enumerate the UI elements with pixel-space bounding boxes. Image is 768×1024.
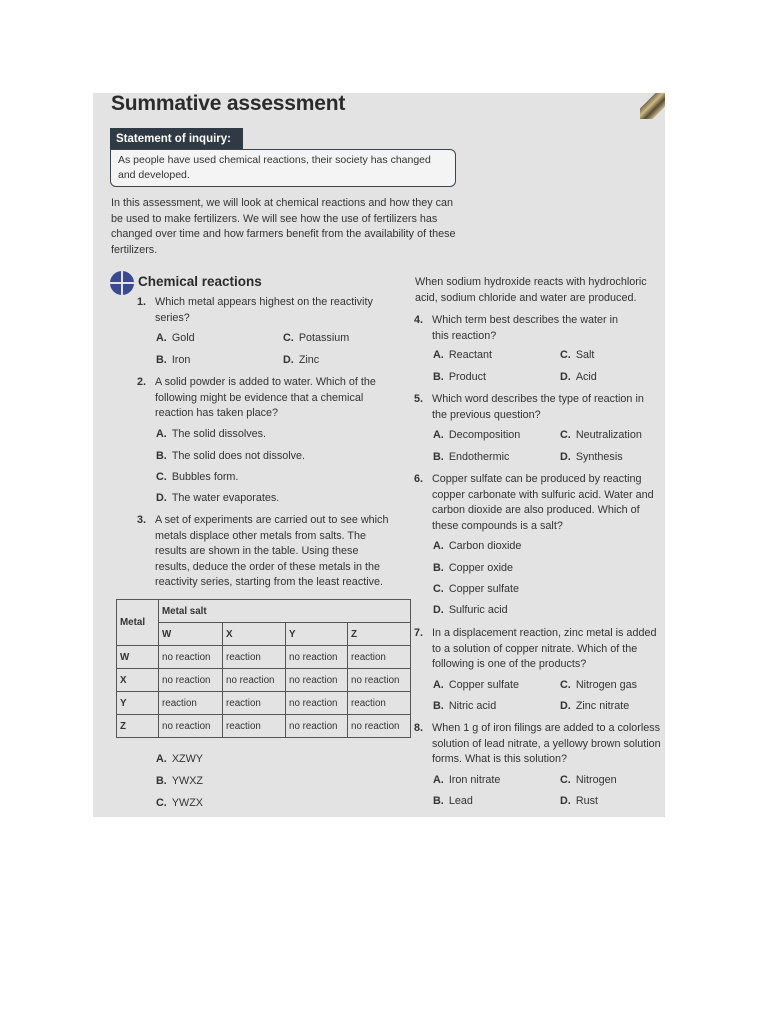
question-number: 7.: [414, 627, 424, 639]
q2-option-c[interactable]: [156, 471, 238, 483]
option-letter: A.: [433, 349, 444, 361]
question-number: 3.: [137, 514, 147, 526]
table-cell: no reaction: [286, 669, 348, 692]
option-letter: C.: [560, 679, 571, 691]
option-text: Copper sulfate: [448, 679, 520, 691]
q4-option-a[interactable]: [433, 349, 492, 361]
table-cell: no reaction: [348, 715, 411, 738]
question-8: [414, 721, 662, 768]
table-cell: no reaction: [348, 669, 411, 692]
q6-option-d[interactable]: [433, 604, 508, 616]
option-letter: C.: [156, 471, 167, 483]
q8-option-d[interactable]: [560, 795, 598, 807]
option-text: Acid: [575, 371, 597, 383]
table-cell: no reaction: [159, 646, 223, 669]
row-metal: Y: [117, 692, 159, 715]
table-column-header: Z: [348, 623, 411, 646]
page-title: Summative assessment: [111, 92, 346, 115]
q8-option-a[interactable]: [433, 774, 500, 786]
q7-option-d[interactable]: [560, 700, 629, 712]
section-heading: Chemical reactions: [138, 274, 262, 289]
option-text: Synthesis: [575, 451, 623, 463]
option-text: Zinc nitrate: [575, 700, 630, 712]
q6-option-a[interactable]: [433, 540, 521, 552]
q3-option-c[interactable]: [156, 797, 203, 809]
option-text: The water evaporates.: [171, 492, 280, 504]
table-cell: reaction: [159, 692, 223, 715]
question-4: [414, 313, 632, 344]
option-text: Decomposition: [448, 429, 521, 441]
option-letter: C.: [560, 349, 571, 361]
option-text: Nitric acid: [448, 700, 497, 712]
q5-option-d[interactable]: [560, 451, 623, 463]
q2-option-b[interactable]: [156, 450, 305, 462]
option-text: YWZX: [171, 797, 204, 809]
q5-option-a[interactable]: [433, 429, 520, 441]
option-letter: C.: [283, 332, 294, 344]
option-letter: B.: [433, 451, 444, 463]
question-text: Which term best describes the water in this reaction?: [432, 314, 619, 342]
option-text: Sulfuric acid: [448, 604, 508, 616]
option-letter: C.: [560, 429, 571, 441]
table-cell: no reaction: [286, 692, 348, 715]
option-text: Rust: [575, 795, 599, 807]
option-letter: C.: [433, 583, 444, 595]
table-cell: reaction: [223, 715, 286, 738]
row-metal: Z: [117, 715, 159, 738]
q6-option-b[interactable]: [433, 562, 513, 574]
question-7: [414, 626, 662, 673]
question-2: [137, 375, 380, 422]
question-number: 1.: [137, 296, 147, 308]
option-letter: B.: [433, 700, 444, 712]
table-column-header: W: [159, 623, 223, 646]
option-text: Salt: [575, 349, 595, 361]
q1-option-d[interactable]: [283, 354, 319, 366]
q7-option-a[interactable]: [433, 679, 519, 691]
table-row: [117, 646, 411, 669]
question-number: 6.: [414, 473, 424, 485]
question-number: 8.: [414, 722, 424, 734]
table-cell: no reaction: [159, 715, 223, 738]
option-text: Nitrogen: [575, 774, 617, 786]
q4-option-b[interactable]: [433, 371, 486, 383]
option-letter: C.: [560, 774, 571, 786]
option-text: Iron: [171, 354, 191, 366]
row-metal: W: [117, 646, 159, 669]
option-text: YWXZ: [171, 775, 204, 787]
option-letter: D.: [560, 451, 571, 463]
table-column-header: Y: [286, 623, 348, 646]
table-cell: no reaction: [286, 646, 348, 669]
question-number: 2.: [137, 376, 147, 388]
question-text: A solid powder is added to water. Which of the following might be evidence that a chemical reaction has taken place?: [155, 376, 376, 419]
q3-option-b[interactable]: [156, 775, 203, 787]
option-letter: D.: [156, 492, 167, 504]
table-group-header: Metal salt: [159, 600, 411, 623]
option-text: The solid does not dissolve.: [171, 450, 306, 462]
table-row: [117, 715, 411, 738]
option-text: Lead: [448, 795, 473, 807]
q4-option-d[interactable]: [560, 371, 597, 383]
option-letter: B.: [433, 371, 444, 383]
q8-option-c[interactable]: [560, 774, 617, 786]
q7-option-c[interactable]: [560, 679, 637, 691]
option-text: Neutralization: [575, 429, 642, 441]
option-letter: D.: [560, 700, 571, 712]
option-letter: D.: [283, 354, 294, 366]
option-letter: A.: [156, 332, 167, 344]
table-column-header: X: [223, 623, 286, 646]
option-text: Gold: [171, 332, 195, 344]
table-cell: no reaction: [286, 715, 348, 738]
corner-photo: [640, 93, 665, 119]
table-row: [117, 669, 411, 692]
table-cell: reaction: [223, 692, 286, 715]
question-text: A set of experiments are carried out to see which metals displace other metals from salts. The results are shown in the table. Using these results, deduce the order of these metals in the reactivity series, starting from the least reactive.: [155, 514, 389, 588]
question-text: Which metal appears highest on the reactivity series?: [155, 296, 373, 324]
question-3: [137, 513, 390, 591]
option-text: Copper oxide: [448, 562, 514, 574]
option-text: Endothermic: [448, 451, 510, 463]
q7-option-b[interactable]: [433, 700, 496, 712]
intro-paragraph: In this assessment, we will look at chemical reactions and how they can be used to make fertilizers. We will see how the use of fertilizers has changed over time and how farmers benefit from the availability of these fertilizers.: [111, 197, 456, 256]
question-number: 4.: [414, 314, 424, 326]
q1-option-c[interactable]: [283, 332, 349, 344]
option-letter: D.: [433, 604, 444, 616]
option-text: Bubbles form.: [171, 471, 239, 483]
option-letter: D.: [560, 795, 571, 807]
option-text: Iron nitrate: [448, 774, 501, 786]
statement-of-inquiry-box: As people have used chemical reactions, their society has changed and developed.: [110, 149, 456, 187]
option-letter: B.: [156, 450, 167, 462]
q6-option-c[interactable]: [433, 583, 519, 595]
table-cell: reaction: [348, 692, 411, 715]
option-text: Reactant: [448, 349, 493, 361]
option-letter: A.: [433, 679, 444, 691]
question-5: [414, 392, 657, 423]
question-1: [137, 295, 390, 326]
statement-of-inquiry-label: Statement of inquiry:: [110, 128, 243, 150]
question-number: 5.: [414, 393, 424, 405]
option-letter: B.: [433, 795, 444, 807]
option-letter: A.: [156, 753, 167, 765]
option-text: Nitrogen gas: [575, 679, 638, 691]
results-table: [116, 599, 411, 738]
section-quadrant-icon: [110, 271, 134, 295]
table-cell: no reaction: [159, 669, 223, 692]
q4-option-c[interactable]: [560, 349, 594, 361]
option-letter: B.: [156, 775, 167, 787]
option-text: Product: [448, 371, 487, 383]
q8-option-b[interactable]: [433, 795, 473, 807]
option-letter: A.: [433, 540, 444, 552]
question-text: When 1 g of iron filings are added to a colorless solution of lead nitrate, a yellowy brown solution forms. What is this solution?: [432, 722, 661, 765]
table-corner-header: Metal: [117, 600, 159, 646]
option-letter: C.: [156, 797, 167, 809]
option-letter: D.: [560, 371, 571, 383]
option-letter: A.: [156, 428, 167, 440]
q2-option-d[interactable]: [156, 492, 279, 504]
option-letter: A.: [433, 429, 444, 441]
q5-option-b[interactable]: [433, 451, 509, 463]
question-6: [414, 472, 662, 534]
table-cell: no reaction: [223, 669, 286, 692]
option-text: XZWY: [171, 753, 204, 765]
row-metal: X: [117, 669, 159, 692]
question-text: In a displacement reaction, zinc metal is added to a solution of copper nitrate. Which of the following is one of the products?: [432, 627, 657, 670]
option-text: Carbon dioxide: [448, 540, 522, 552]
q2-option-a[interactable]: [156, 428, 266, 440]
lead-in-paragraph: When sodium hydroxide reacts with hydrochloric acid, sodium chloride and water are produced.: [415, 276, 647, 304]
q3-option-a[interactable]: [156, 753, 203, 765]
option-text: The solid dissolves.: [171, 428, 267, 440]
q5-option-c[interactable]: [560, 429, 642, 441]
option-letter: B.: [433, 562, 444, 574]
option-text: Zinc: [298, 354, 320, 366]
table-row: [117, 692, 411, 715]
table-cell: reaction: [223, 646, 286, 669]
q1-option-b[interactable]: [156, 354, 190, 366]
option-text: Potassium: [298, 332, 350, 344]
option-letter: B.: [156, 354, 167, 366]
table-cell: reaction: [348, 646, 411, 669]
q1-option-a[interactable]: [156, 332, 195, 344]
question-text: Which word describes the type of reaction in the previous question?: [432, 393, 644, 421]
option-text: Copper sulfate: [448, 583, 520, 595]
question-text: Copper sulfate can be produced by reacting copper carbonate with sulfuric acid. Water and carbon dioxide are also produced. Which of these compounds is a salt?: [432, 473, 654, 532]
option-letter: A.: [433, 774, 444, 786]
